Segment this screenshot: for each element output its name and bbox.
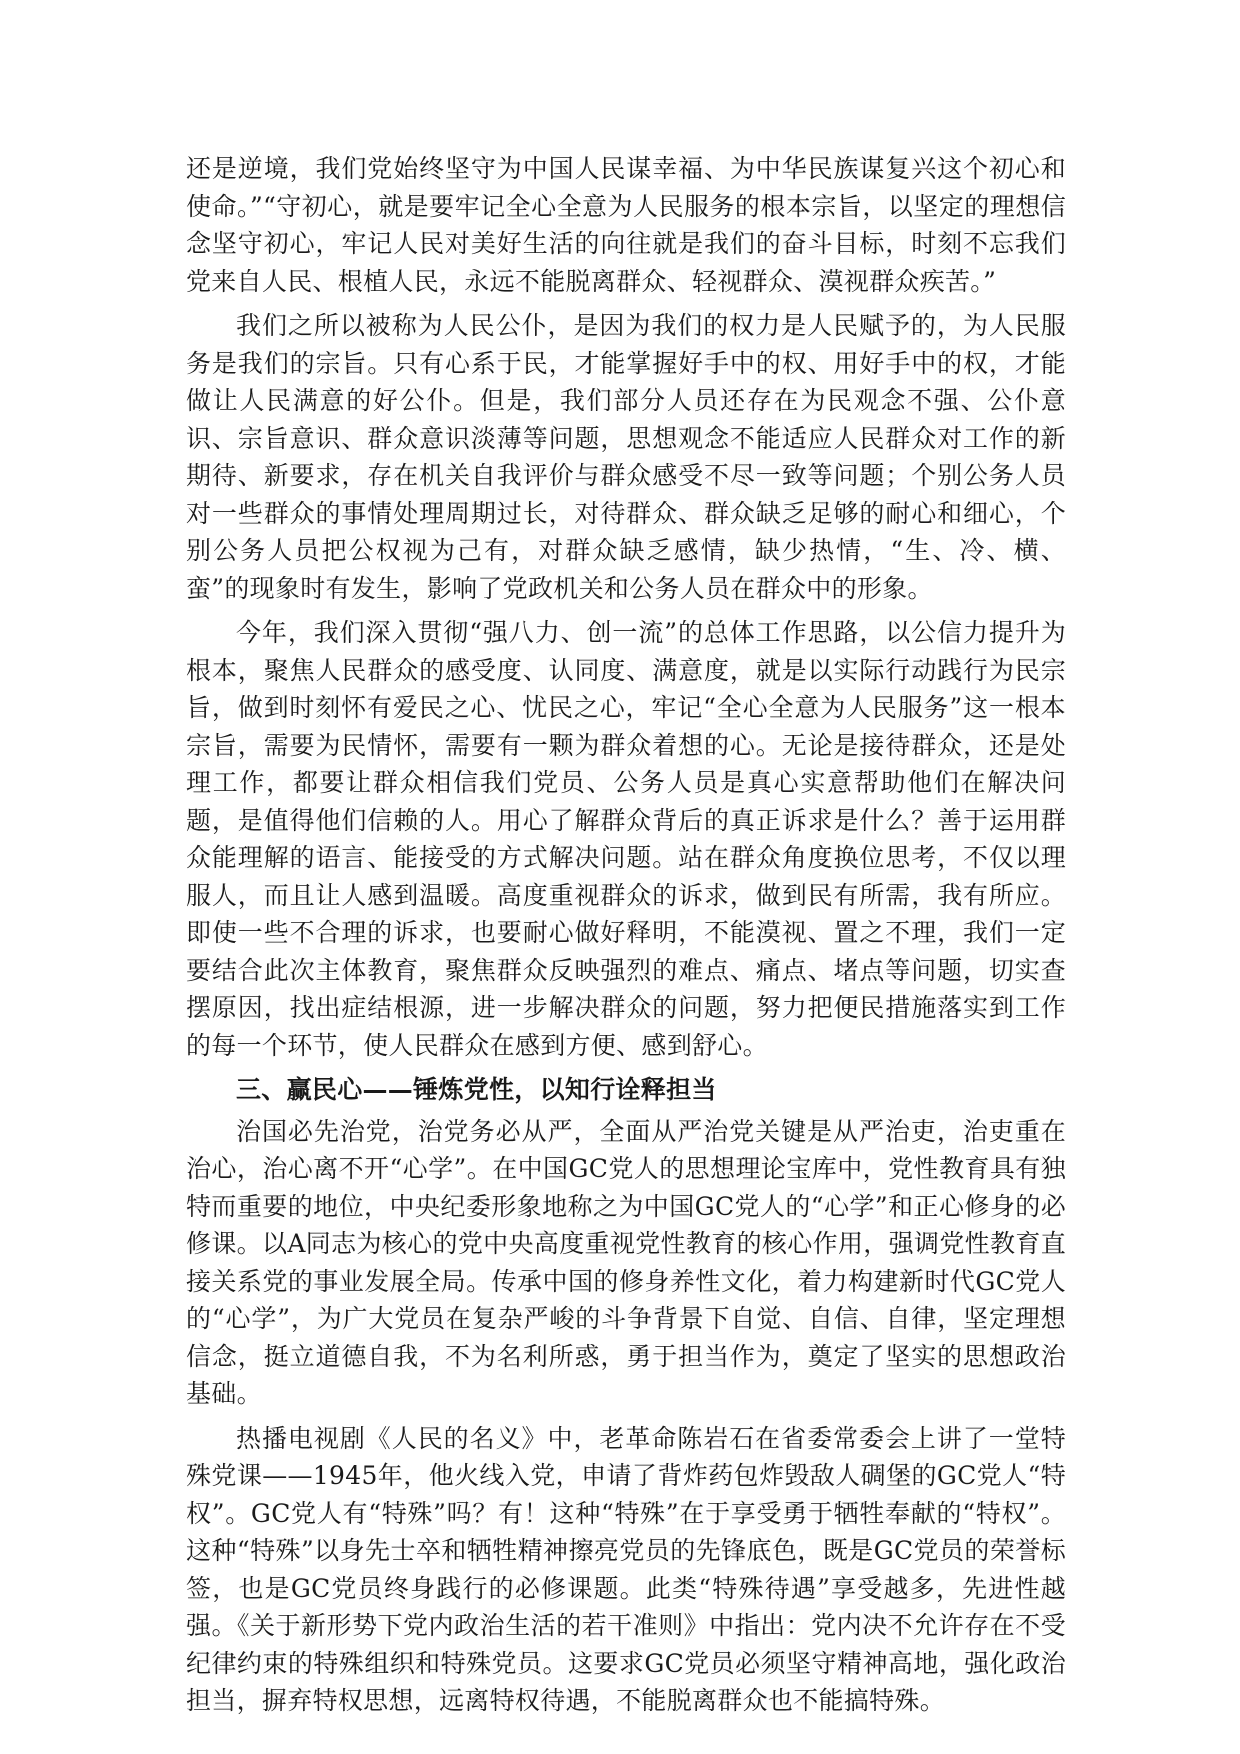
section-heading: 三、赢民心——锤炼党性，以知行诠释担当 [236, 1075, 717, 1104]
paragraph-5: 热播电视剧《人民的名义》中，老革命陈岩石在省委常委会上讲了一堂特殊党课——1945年，他火线入党，申请了背炸药包炸毁敌人碉堡的GC党人“特权”。GC党人有“特殊”吗？有！这种“特殊”在于享受勇于牺牲奉献的“特权”。这种“特殊”以身先士卒和牺牲精神擦亮党员的先锋底色，既是GC党员的荣誉标签，也是GC党员终身践行的必修课题。此类“特殊待遇”享受越多，先进性越强。《关于新形势下党内政治生活的若干准则》中指出：党内决不允许存在不受纪律约束的特殊组织和特殊党员。这要求GC党员必须坚守精神高地，强化政治担当，摒弃特权思想，远离特权待遇，不能脱离群众也不能搞特殊。 [186, 1423, 1066, 1715]
paragraph-4: 治国必先治党，治党务必从严，全面从严治党关键是从严治吏，治吏重在治心，治心离不开“心学”。在中国GC党人的思想理论宝库中，党性教育具有独特而重要的地位，中央纪委形象地称之为中国GC党人的“心学”和正心修身的必修课。以A同志为核心的党中央高度重视党性教育的核心作用，强调党性教育直接关系党的事业发展全局。传承中国的修身养性文化，着力构建新时代GC党人的“心学”，为广大党员在复杂严峻的斗争背景下自觉、自信、自律，坚定理想信念，挺立道德自我，不为名利所惑，勇于担当作为，奠定了坚实的思想政治基础。 [186, 1116, 1066, 1408]
paragraph-1: 还是逆境，我们党始终坚守为中国人民谋幸福、为中华民族谋复兴这个初心和使命。”“守初心，就是要牢记全心全意为人民服务的根本宗旨，以坚定的理想信念坚守初心，牢记人民对美好生活的向往就是我们的奋斗目标，时刻不忘我们党来自人民、根植人民，永远不能脱离群众、轻视群众、漠视群众疾苦。” [186, 154, 1066, 296]
paragraph-2: 我们之所以被称为人民公仆，是因为我们的权力是人民赋予的，为人民服务是我们的宗旨。只有心系于民，才能掌握好手中的权、用好手中的权，才能做让人民满意的好公仆。但是，我们部分人员还存在为民观念不强、公仆意识、宗旨意识、群众意识淡薄等问题，思想观念不能适应人民群众对工作的新期待、新要求，存在机关自我评价与群众感受不尽一致等问题；个别公务人员对一些群众的事情处理周期过长，对待群众、群众缺乏足够的耐心和细心，个别公务人员把公权视为己有，对群众缺乏感情，缺少热情，“生、冷、横、蛮”的现象时有发生，影响了党政机关和公务人员在群众中的形象。 [186, 311, 1066, 603]
document-page [186, 150, 1066, 1727]
paragraph-3: 今年，我们深入贯彻“强八力、创一流”的总体工作思路，以公信力提升为根本，聚焦人民群众的感受度、认同度、满意度，就是以实际行动践行为民宗旨，做到时刻怀有爱民之心、忧民之心，牢记“全心全意为人民服务”这一根本宗旨，需要为民情怀，需要有一颗为群众着想的心。无论是接待群众，还是处理工作，都要让群众相信我们党员、公务人员是真心实意帮助他们在解决问题，是值得他们信赖的人。用心了解群众背后的真正诉求是什么？善于运用群众能理解的语言、能接受的方式解决问题。站在群众角度换位思考，不仅以理服人，而且让人感到温暖。高度重视群众的诉求，做到民有所需，我有所应。即使一些不合理的诉求，也要耐心做好释明，不能漠视、置之不理，我们一定要结合此次主体教育，聚焦群众反映强烈的难点、痛点、堵点等问题，切实查摆原因，找出症结根源，进一步解决群众的问题，努力把便民措施落实到工作的每一个环节，使人民群众在感到方便、感到舒心。 [186, 618, 1066, 1060]
